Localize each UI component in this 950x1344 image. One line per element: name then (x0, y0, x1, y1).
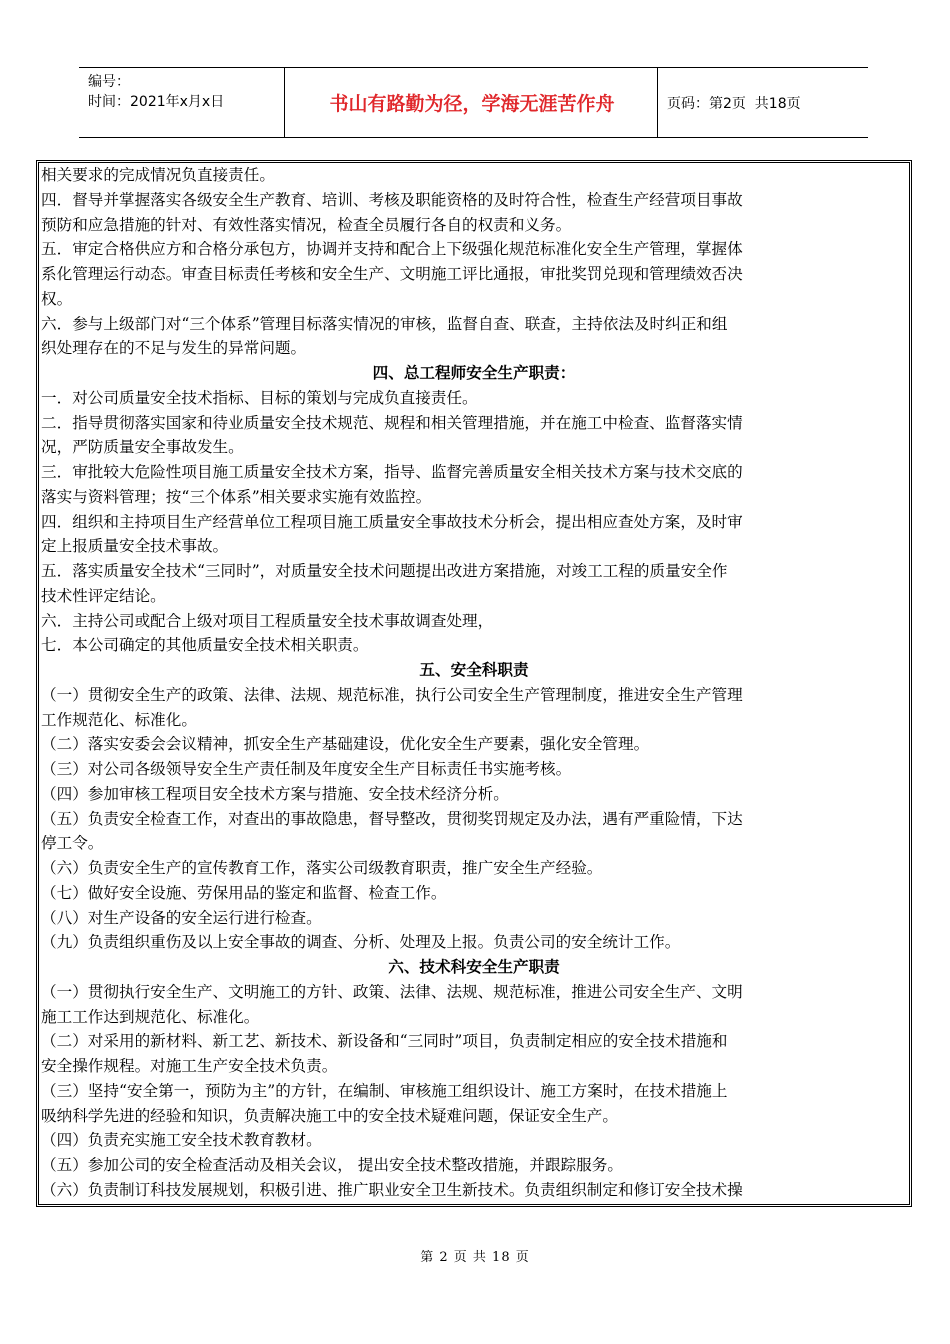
section-heading: 六、技术科安全生产职责 (388, 957, 560, 976)
page-footer: 第 2 页 共 18 页 (420, 1250, 530, 1265)
text-line: （三）对公司各级领导安全生产责任制及年度安全生产目标责任书实施考核。 (41, 760, 572, 778)
text-line: （六）负责安全生产的宣传教育工作，落实公司级教育职责，推广安全生产经验。 (41, 859, 603, 877)
text-line: 吸纳科学先进的经验和知识，负责解决施工中的安全技术疑难问题，保证安全生产。 (41, 1106, 618, 1125)
text-line: 织处理存在的不足与发生的异常问题。 (41, 339, 307, 358)
header-divider (284, 68, 285, 137)
text-line: 施工工作达到规范化、标准化。 (41, 1007, 260, 1026)
text-line: （五）参加公司的安全检查活动及相关会议， 提出安全技术整改措施，并跟踪服务。 (41, 1156, 623, 1174)
text-line: 五．审定合格供应方和合格分承包方，协调并支持和配合上下级强化规范标准化安全生产管理，掌握体 (41, 240, 743, 259)
header-motto: 书山有路勤为径，学海无涯苦作舟 (329, 93, 615, 115)
text-line: 预防和应急措施的针对、有效性落实情况，检查全员履行各自的权责和义务。 (41, 215, 572, 234)
text-line: 六．参与上级部门对“三个体系”管理目标落实情况的审核，监督自查、联查，主持依法及时纠正和组 (41, 314, 728, 333)
text-line: （九）负责组织重伤及以上安全事故的调查、分析、处理及上报。负责公司的安全统计工作。 (41, 933, 681, 952)
text-line: （三）坚持“安全第一，预防为主”的方针，在编制、审核施工组织设计、施工方案时，在技术措施上 (41, 1081, 728, 1100)
section-heading: 五、安全科职责 (419, 660, 529, 679)
text-line: 七．本公司确定的其他质量安全技术相关职责。 (41, 636, 369, 655)
text-line: 六．主持公司或配合上级对项目工程质量安全技术事故调查处理， (41, 611, 494, 630)
text-line: 三．审批较大危险性项目施工质量安全技术方案，指导、监督完善质量安全相关技术方案与技术交底的 (41, 463, 743, 481)
text-line: （一）贯彻执行安全生产、文明施工的方针、政策、法律、法规、规范标准，推进公司安全生产、文明 (41, 982, 743, 1001)
text-line: 二．指导贯彻落实国家和待业质量安全技术规范、规程和相关管理措施，并在施工中检查、监督落实情 (41, 413, 743, 432)
content-box (36, 160, 912, 1207)
text-line: 五．落实质量安全技术“三同时”，对质量安全技术问题提出改进方案措施，对竣工工程的质量安全作 (41, 562, 728, 580)
text-line: （一）贯彻安全生产的政策、法律、法规、规范标准，执行公司安全生产管理制度，推进安全生产管理 (41, 685, 743, 704)
header-meta (88, 72, 224, 112)
text-line: 停工令。 (41, 834, 104, 853)
text-line: （四）负责充实施工安全技术教育教材。 (41, 1131, 322, 1150)
text-line: 相关要求的完成情况负直接责任。 (41, 166, 275, 184)
document-date-label: 时间：2021年x月x日 (88, 94, 225, 110)
header-divider (657, 68, 658, 137)
text-line: （六）负责制订科技发展规划，积极引进、推广职业安全卫生新技术。负责组织制定和修订安全技术操 (41, 1180, 743, 1199)
text-line: 工作规范化、标准化。 (41, 710, 197, 729)
text-line: （五）负责安全检查工作，对查出的事故隐患，督导整改，贯彻奖罚规定及办法，遇有严重险情，下达 (41, 809, 743, 828)
text-line: 四．督导并掌握落实各级安全生产教育、培训、考核及职能资格的及时符合性，检查生产经营项目事故 (41, 190, 743, 209)
text-line: 安全操作规程。对施工生产安全技术负责。 (41, 1057, 338, 1075)
document-body (41, 163, 907, 1203)
text-line: （八）对生产设备的安全运行进行检查。 (41, 908, 322, 927)
section-heading: 四、总工程师安全生产职责： (372, 363, 576, 382)
text-line: 一．对公司质量安全技术指标、目标的策划与完成负直接责任。 (41, 388, 478, 407)
text-line: 系化管理运行动态。审查目标责任考核和安全生产、文明施工评比通报，审批奖罚兑现和管理绩效否决 (41, 265, 743, 283)
text-line: （七）做好安全设施、劳保用品的鉴定和监督、检查工作。 (41, 883, 447, 902)
page-header (79, 67, 868, 138)
text-line: 定上报质量安全技术事故。 (41, 537, 229, 556)
text-line: （四）参加审核工程项目安全技术方案与措施、安全技术经济分析。 (41, 784, 509, 803)
header-page-label: 页码：第2页 共18页 (667, 95, 801, 112)
document-number-label: 编号： (88, 74, 130, 90)
text-line: 四．组织和主持项目生产经营单位工程项目施工质量安全事故技术分析会，提出相应查处方案，及时审 (41, 512, 743, 531)
text-line: 落实与资料管理；按“三个体系”相关要求实施有效监控。 (41, 487, 432, 506)
text-line: 技术性评定结论。 (41, 586, 166, 605)
text-line: 况，严防质量安全事故发生。 (41, 438, 244, 457)
text-line: （二）对采用的新材料、新工艺、新技术、新设备和“三同时”项目，负责制定相应的安全技术措施和 (41, 1032, 728, 1051)
text-line: （二）落实安委会会议精神，抓安全生产基础建设，优化安全生产要素，强化安全管理。 (41, 735, 650, 754)
text-line: 权。 (41, 289, 73, 308)
